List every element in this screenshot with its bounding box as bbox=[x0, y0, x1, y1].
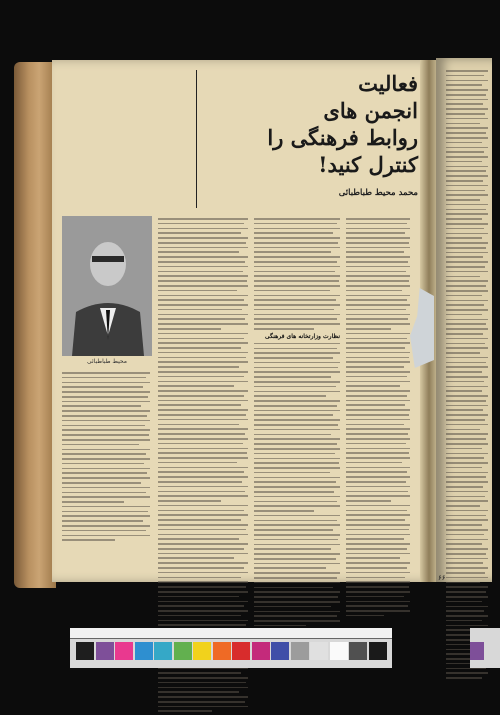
color-chip bbox=[115, 642, 133, 660]
color-chip bbox=[76, 642, 94, 660]
title-line: روابط فرهنگی را bbox=[267, 125, 418, 150]
color-chip bbox=[232, 642, 250, 660]
color-chip bbox=[135, 642, 153, 660]
color-chip bbox=[252, 642, 270, 660]
color-chip bbox=[96, 642, 114, 660]
color-chip bbox=[310, 642, 328, 660]
ruler-scale bbox=[70, 628, 392, 639]
portrait-image bbox=[62, 216, 152, 356]
color-calibration-target-partial bbox=[470, 628, 500, 668]
text-column-1 bbox=[62, 372, 150, 544]
title-divider bbox=[196, 70, 197, 208]
color-chip bbox=[271, 642, 289, 660]
subheading: نظارت وزارتخانه های فرهنگی bbox=[264, 332, 340, 340]
color-chip bbox=[349, 642, 367, 660]
color-chip bbox=[330, 642, 348, 660]
color-chip bbox=[470, 642, 484, 660]
photo-caption: محیط طباطبائی bbox=[87, 358, 127, 365]
byline: محمد محیط طباطبائی bbox=[338, 188, 418, 198]
author-photo bbox=[62, 216, 152, 356]
facing-page-text bbox=[446, 70, 488, 682]
color-chip bbox=[174, 642, 192, 660]
article-title bbox=[258, 70, 418, 178]
title-line: فعالیت bbox=[358, 71, 418, 96]
color-chip bbox=[213, 642, 231, 660]
color-chip bbox=[193, 642, 211, 660]
title-line: کنترل کنید! bbox=[318, 152, 418, 177]
page-number: ۶۶ bbox=[438, 574, 446, 582]
title-line: انجمن های bbox=[323, 98, 418, 123]
text-column-3 bbox=[254, 218, 340, 630]
book-spine bbox=[14, 62, 56, 588]
color-chip bbox=[154, 642, 172, 660]
color-chip bbox=[369, 642, 387, 660]
text-column-4 bbox=[346, 218, 410, 620]
color-chip bbox=[291, 642, 309, 660]
color-calibration-target bbox=[70, 628, 392, 668]
